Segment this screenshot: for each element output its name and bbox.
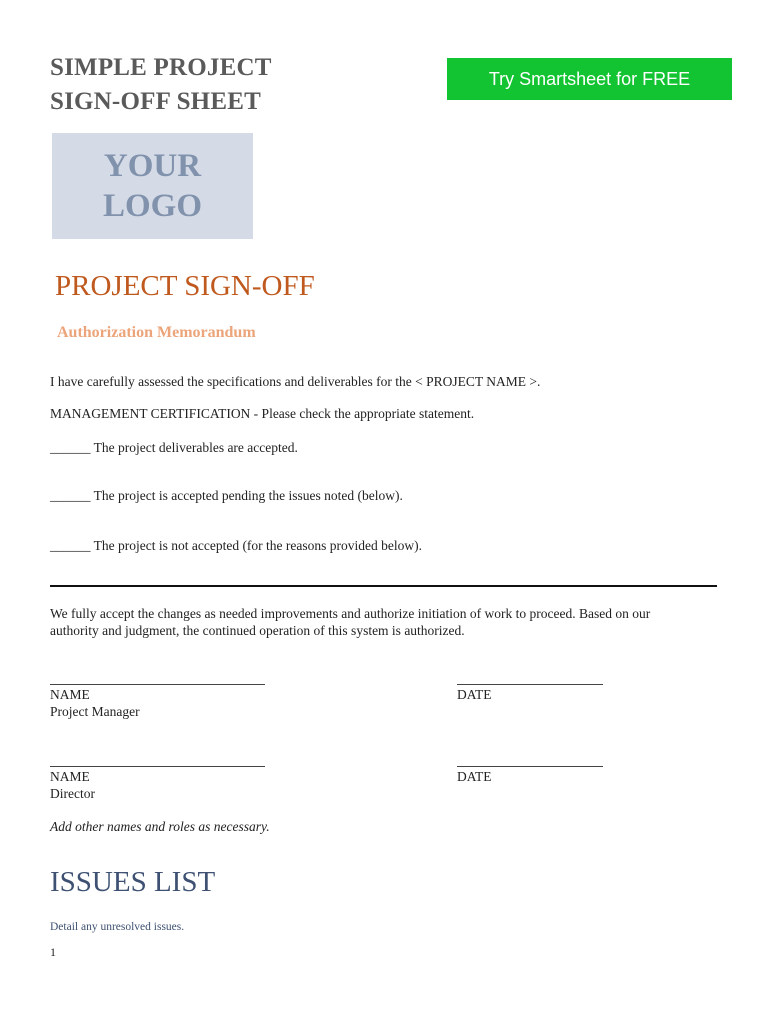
document-title — [50, 51, 272, 119]
option-accepted-pending: ______ The project is accepted pending the issues noted (below). — [50, 488, 403, 503]
date-label-manager: DATE — [457, 687, 492, 702]
logo-line-1: YOUR — [103, 148, 202, 184]
date-line-manager — [457, 684, 603, 685]
title-line-2: SIGN-OFF SHEET — [50, 88, 261, 115]
additional-roles-note: Add other names and roles as necessary. — [50, 819, 270, 834]
memo-subheading: Authorization Memorandum — [57, 324, 256, 341]
signature-line-director — [50, 766, 265, 767]
logo-line-2: LOGO — [102, 188, 203, 224]
name-label-director: NAME — [50, 769, 90, 784]
logo-placeholder — [52, 133, 253, 239]
acceptance-line-2: authority and judgment, the continued operation of this system is authorized. — [50, 623, 465, 638]
date-label-director: DATE — [457, 769, 492, 784]
try-smartsheet-button[interactable]: Try Smartsheet for FREE — [447, 58, 732, 100]
issue-item-number: 1 — [50, 945, 56, 959]
issues-instruction: Detail any unresolved issues. — [50, 921, 185, 933]
title-line-1: SIMPLE PROJECT — [50, 54, 272, 81]
acceptance-paragraph — [50, 605, 650, 639]
option-not-accepted: ______ The project is not accepted (for the reasons provided below). — [50, 538, 423, 553]
acceptance-line-1: We fully accept the changes as needed improvements and authorize initiation of work to proceed. Based on our — [50, 606, 651, 621]
option-accepted: ______ The project deliverables are accepted. — [50, 440, 298, 455]
role-director: Director — [50, 786, 95, 801]
certification-instruction: MANAGEMENT CERTIFICATION - Please check the appropriate statement. — [50, 406, 475, 421]
issues-heading: ISSUES LIST — [50, 866, 216, 898]
assessment-statement: I have carefully assessed the specifications and deliverables for the < PROJECT NAME >. — [50, 374, 541, 389]
section-divider — [50, 585, 717, 587]
signature-line-manager — [50, 684, 265, 685]
signoff-heading: PROJECT SIGN-OFF — [55, 270, 315, 302]
date-line-director — [457, 766, 603, 767]
name-label-manager: NAME — [50, 687, 90, 702]
role-project-manager: Project Manager — [50, 704, 140, 719]
